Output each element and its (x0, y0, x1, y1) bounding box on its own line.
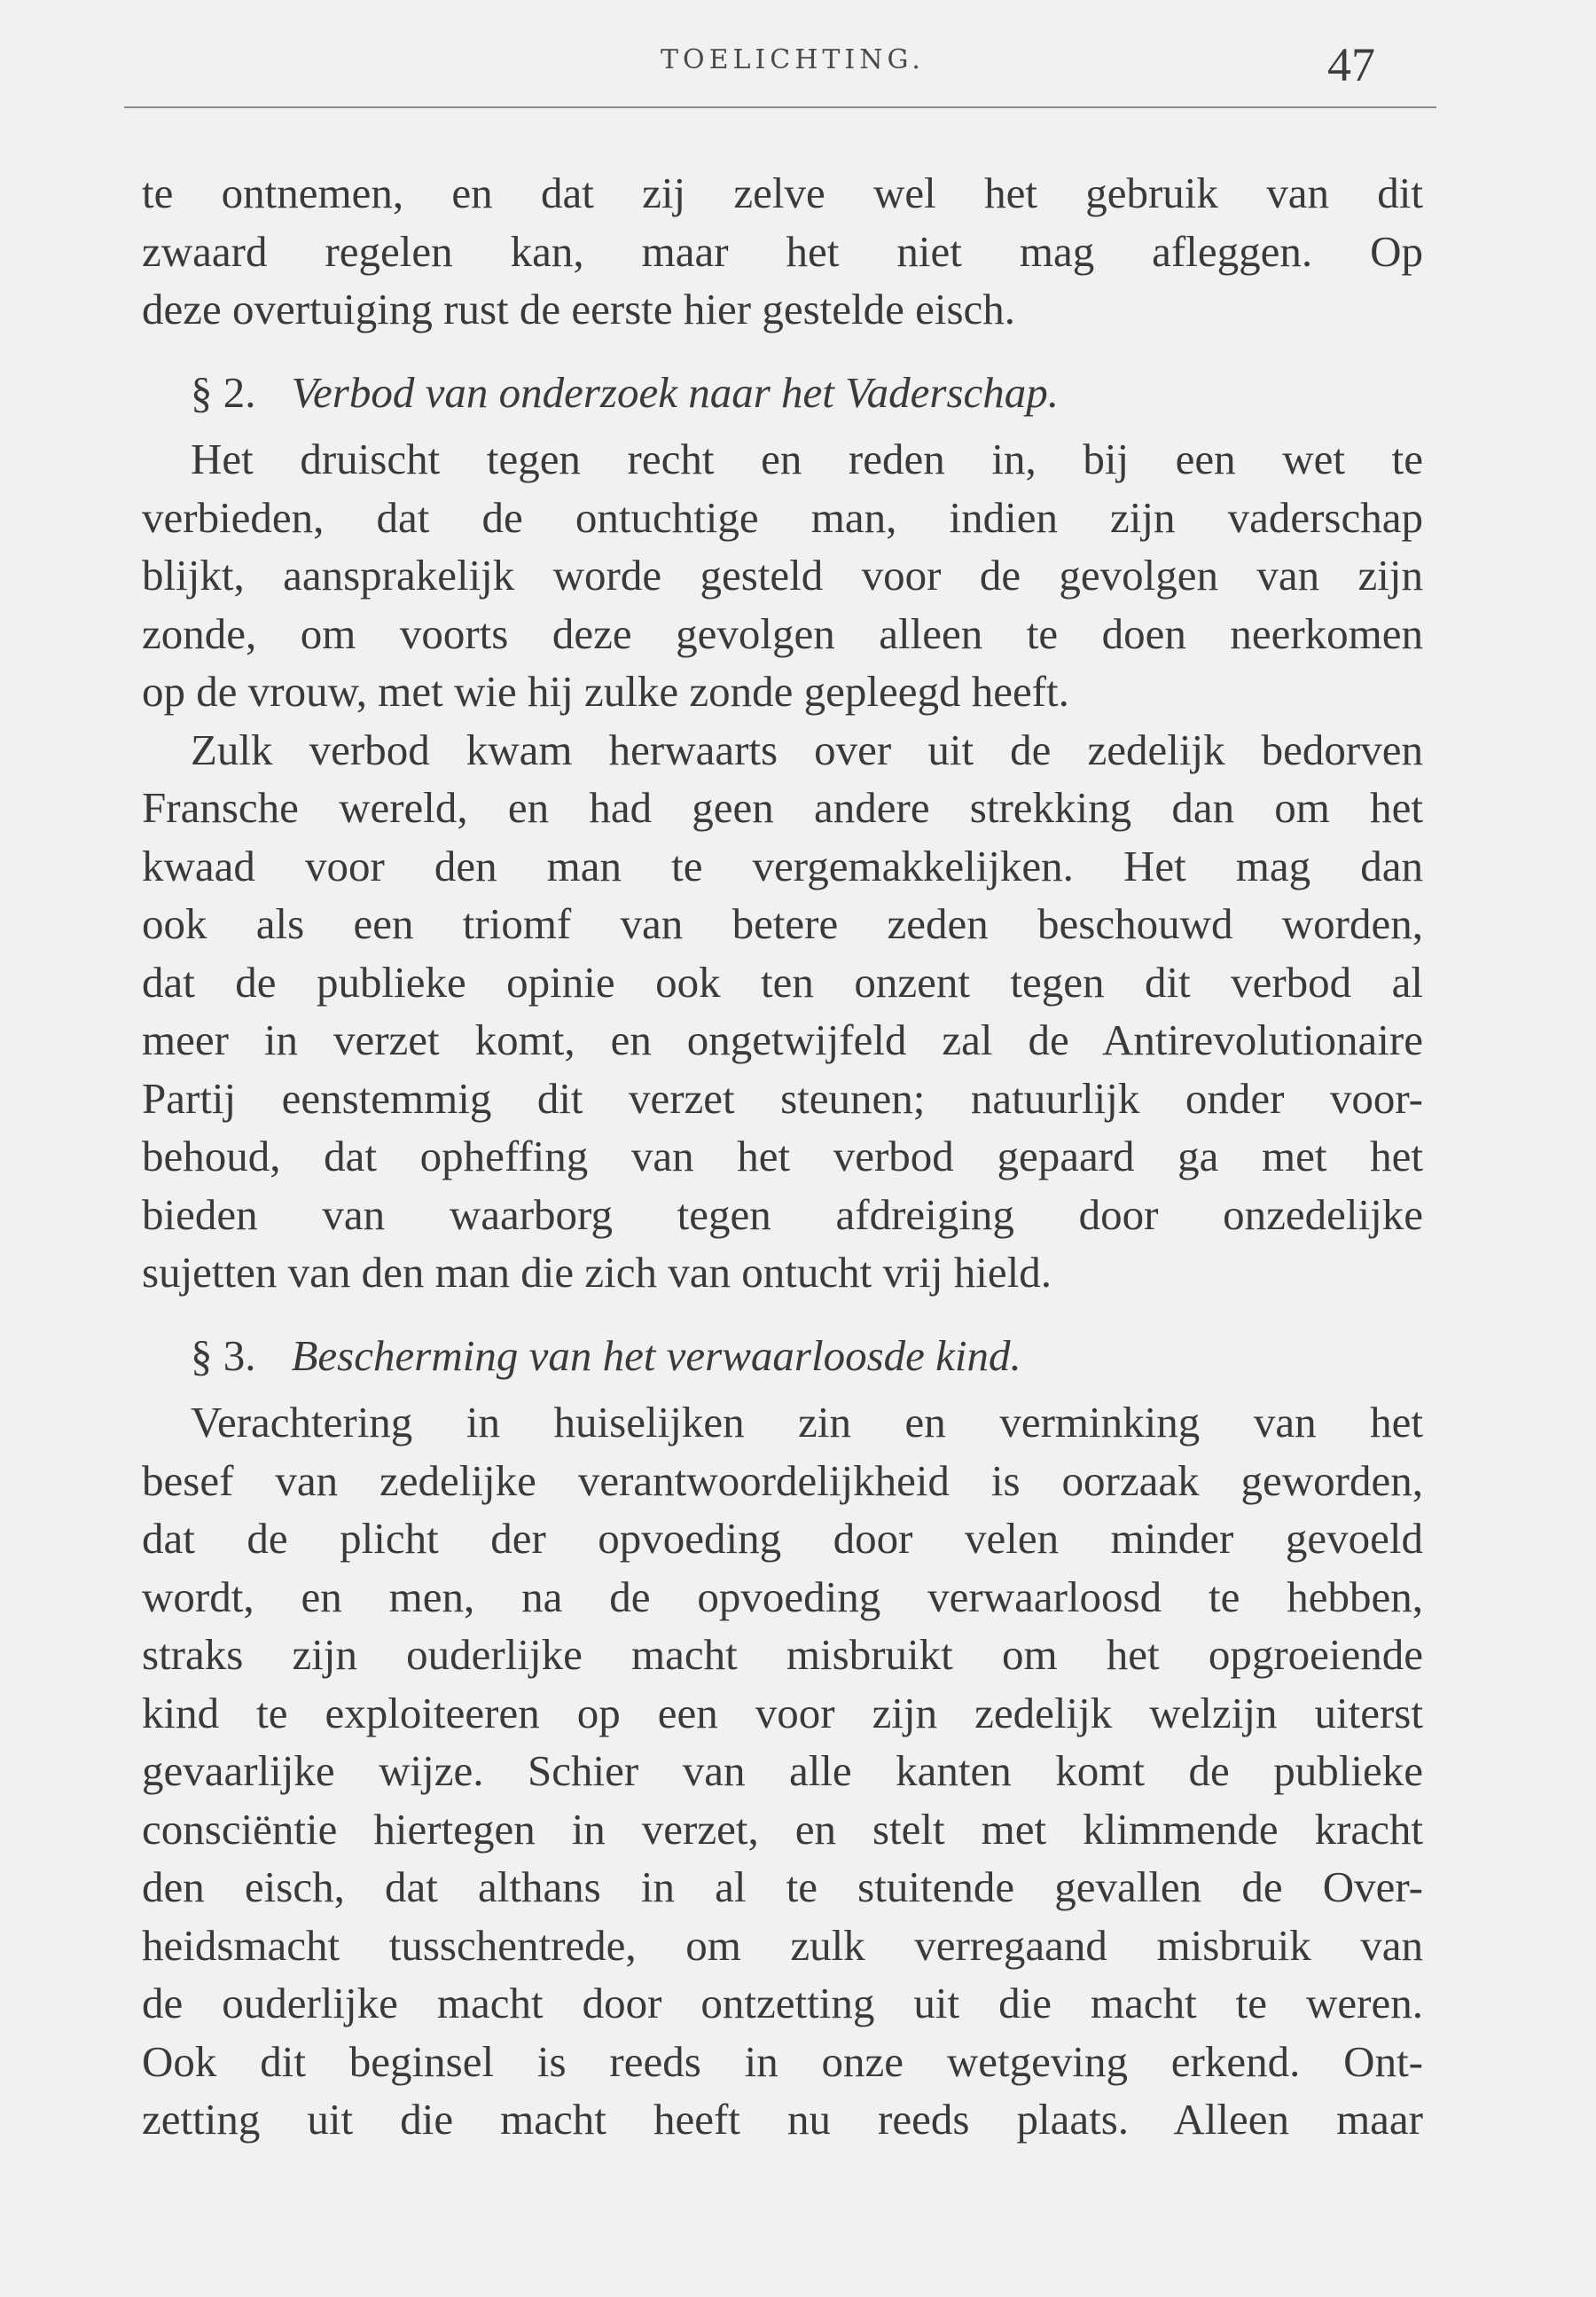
text-line: Het druischt tegen recht en reden in, bij een wet te (191, 435, 1423, 483)
text-line: kwaad voor den man te vergemakkelijken. Het mag dan (142, 841, 1423, 890)
section-heading-3 (142, 1327, 1423, 1385)
text-line: Partij eenstemmig dit verzet steunen; natuurlijk onder voor- (142, 1073, 1423, 1123)
text-line: dat de plicht der opvoeding door velen minder gevoeld (142, 1514, 1423, 1563)
text-line: zonde, om voorts deze gevolgen alleen te doen neerkomen (142, 608, 1423, 658)
section-title: Bescherming van het verwaarloosde kind. (291, 1330, 1021, 1380)
section-number: § 2. (191, 367, 256, 417)
text-line: ook als een triomf van betere zeden beschouwd worden, (142, 899, 1423, 948)
text-line: sujetten van den man die zich van ontucht vrij hield. (142, 1248, 1052, 1297)
text-line: op de vrouw, met wie hij zulke zonde gepleegd heeft. (142, 667, 1069, 716)
paragraph (142, 721, 1423, 1302)
text-line: besef van zedelijke verantwoordelijkheid is oorzaak geworden, (142, 1455, 1423, 1505)
text-line: de ouderlijke macht door ontzetting uit die macht te weren. (142, 1979, 1423, 2027)
text-line: dat de publieke opinie ook ten onzent tegen dit verbod al (142, 957, 1423, 1007)
text-line: consciëntie hiertegen in verzet, en stelt met klimmende kracht (142, 1804, 1423, 1854)
text-line: Fransche wereld, en had geen andere strekking dan om het (142, 783, 1423, 832)
paragraph (142, 430, 1423, 721)
text-line: zwaard regelen kan, maar het niet mag afleggen. Op (142, 226, 1423, 276)
text-line: blijkt, aansprakelijk worde gesteld voor de gevolgen van zijn (142, 551, 1423, 600)
text-line: wordt, en men, na de opvoeding verwaarloosd te hebben, (142, 1572, 1423, 1621)
text-line: Verachtering in huiselijken zin en verminking van het (191, 1398, 1423, 1446)
section-heading-2 (142, 364, 1423, 422)
text-line: meer in verzet komt, en ongetwijfeld zal de Antirevolutionaire (142, 1015, 1423, 1064)
text-line: verbieden, dat de ontuchtige man, indien zijn vaderschap (142, 492, 1423, 542)
text-line: Zulk verbod kwam herwaarts over uit de zedelijk bedorven (191, 725, 1423, 774)
paragraph-continuation (142, 164, 1423, 339)
text-line: heidsmacht tusschentrede, om zulk verregaand misbruik van (142, 1920, 1423, 1970)
text-line: den eisch, dat althans in al te stuitende gevallen de Over- (142, 1862, 1423, 1911)
text-line: Ook dit beginsel is reeds in onze wetgeving erkend. Ont- (142, 2036, 1423, 2086)
text-line: gevaarlijke wijze. Schier van alle kanten komt de publieke (142, 1746, 1423, 1795)
text-line: behoud, dat opheffing van het verbod gepaard ga met het (142, 1132, 1423, 1180)
header-rule (124, 106, 1436, 108)
text-line: bieden van waarborg tegen afdreiging door onzedelijke (142, 1189, 1423, 1239)
section-title: Verbod van onderzoek naar het Vaderschap. (291, 367, 1060, 417)
text-line: kind te exploiteeren op een voor zijn zedelijk welzijn uiterst (142, 1688, 1423, 1737)
text-line: zetting uit die macht heeft nu reeds plaats. Alleen maar (142, 2095, 1423, 2144)
body-text (142, 164, 1423, 2149)
text-line: te ontnemen, en dat zij zelve wel het gebruik van dit (142, 169, 1423, 217)
section-number: § 3. (191, 1330, 256, 1380)
running-head: TOELICHTING. (661, 44, 925, 75)
text-line: deze overtuiging rust de eerste hier gestelde eisch. (142, 285, 1016, 333)
paragraph (142, 1393, 1423, 2149)
text-line: straks zijn ouderlijke macht misbruikt om het opgroeiende (142, 1630, 1423, 1679)
page-number: 47 (1327, 38, 1375, 91)
